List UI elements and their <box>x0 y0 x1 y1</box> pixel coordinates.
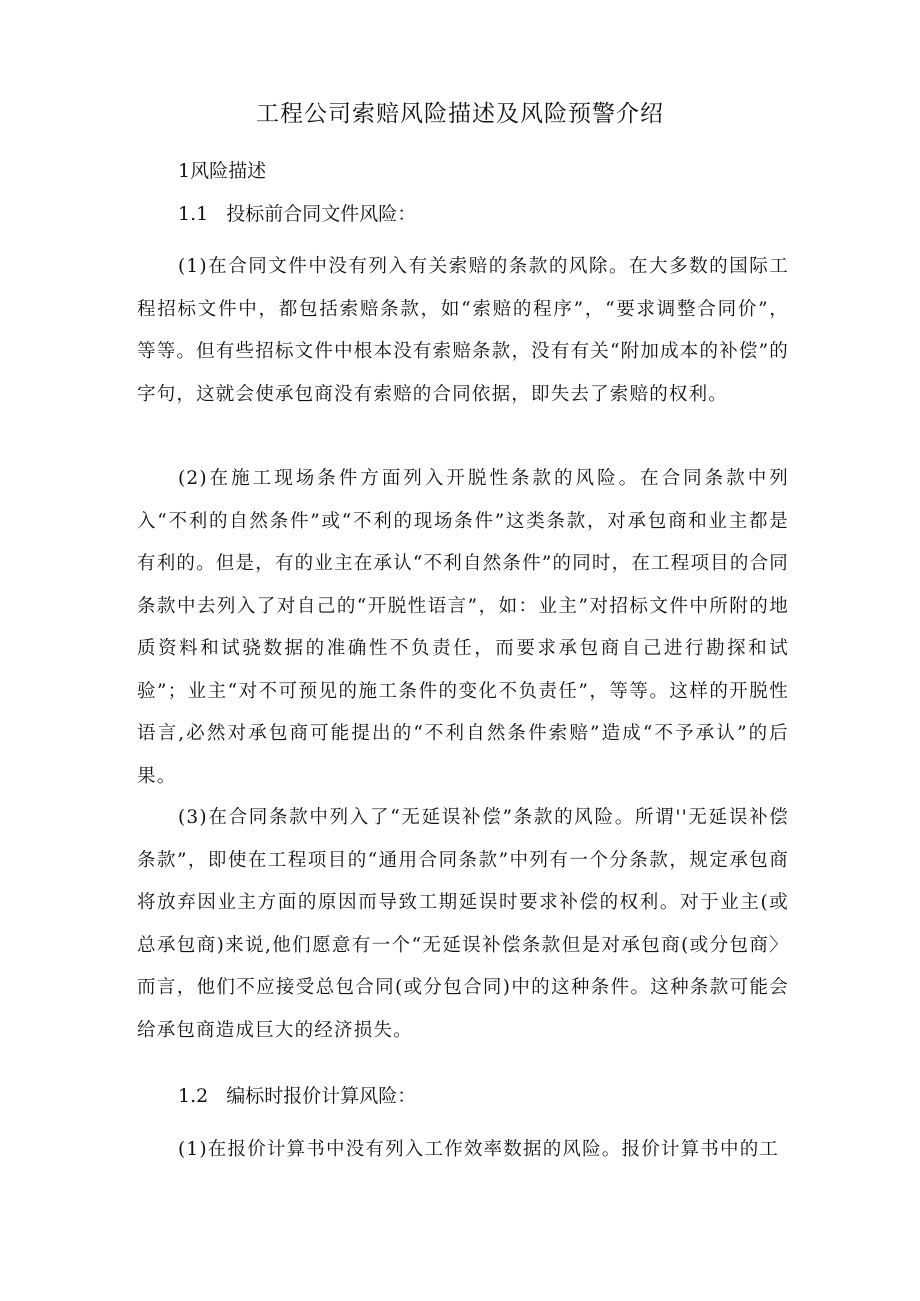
section-1-1-title: 投标前合同文件风险： <box>226 203 417 225</box>
section-1-heading: 1风险描述 <box>178 160 267 182</box>
paragraph-2: (2)在施工现场条件方面列入开脱性条款的风险。在合同条款中列入“不利的自然条件”或“不利的现场条件”这类条款，对承包商和业主都是有利的。但是，有的业主在承认“不利自然条件”的同时，在工程项目的合同条款中去列入了对自己的“开脱性语言”，如：业主”对招标文件中所附的地质资料和试骁数据的准确性不负责任，而要求承包商自己进行勘探和试验”；业主“对不可预见的施工条件的变化不负责任”，等等。这样的开脱性语言,必然对承包商可能提出的“不利自然条件索赔”造成“不予承认”的后果。 <box>137 468 789 787</box>
paragraph-4: (1)在报价计算书中没有列入工作效率数据的风险。报价计算书中的工 <box>178 1139 780 1160</box>
section-1-2-number: 1.2 <box>178 1085 209 1107</box>
paragraph-3: (3)在合同条款中列入了“无延误补偿”条款的风险。所谓''无延误补偿条款”，即使在工程项目的“通用合同条款”中列有一个分条款，规定承包商将放弃因业主方面的原因而导致工期延误时要求补偿的权利。对于业主(或总承包商)来说,他们愿意有一个“无延误补偿条款但是对承包商(或分包商〉而言，他们不应接受总包合同(或分包合同)中的这种条件。这种条款可能会给承包商造成巨大的经济损失。 <box>137 807 789 1041</box>
section-1-1-number: 1.1 <box>178 203 209 225</box>
paragraph-1: (1)在合同文件中没有列入有关索赔的条款的风除。在大多数的国际工程招标文件中，都包括索赔条款，如“索赔的程序”，“要求调整合同价”，等等。但有些招标文件中根本没有索赔条款，没有有关“附加成本的补偿”的字句，这就会使承包商没有索赔的合同依据，即失去了索赔的权利。 <box>137 256 789 405</box>
section-1-2-heading <box>178 1082 416 1110</box>
section-1-1-heading <box>178 200 416 228</box>
document-title: 工程公司索赔风险描述及风险预警介绍 <box>256 101 664 127</box>
section-1-2-title: 编标时报价计算风险： <box>226 1085 417 1107</box>
